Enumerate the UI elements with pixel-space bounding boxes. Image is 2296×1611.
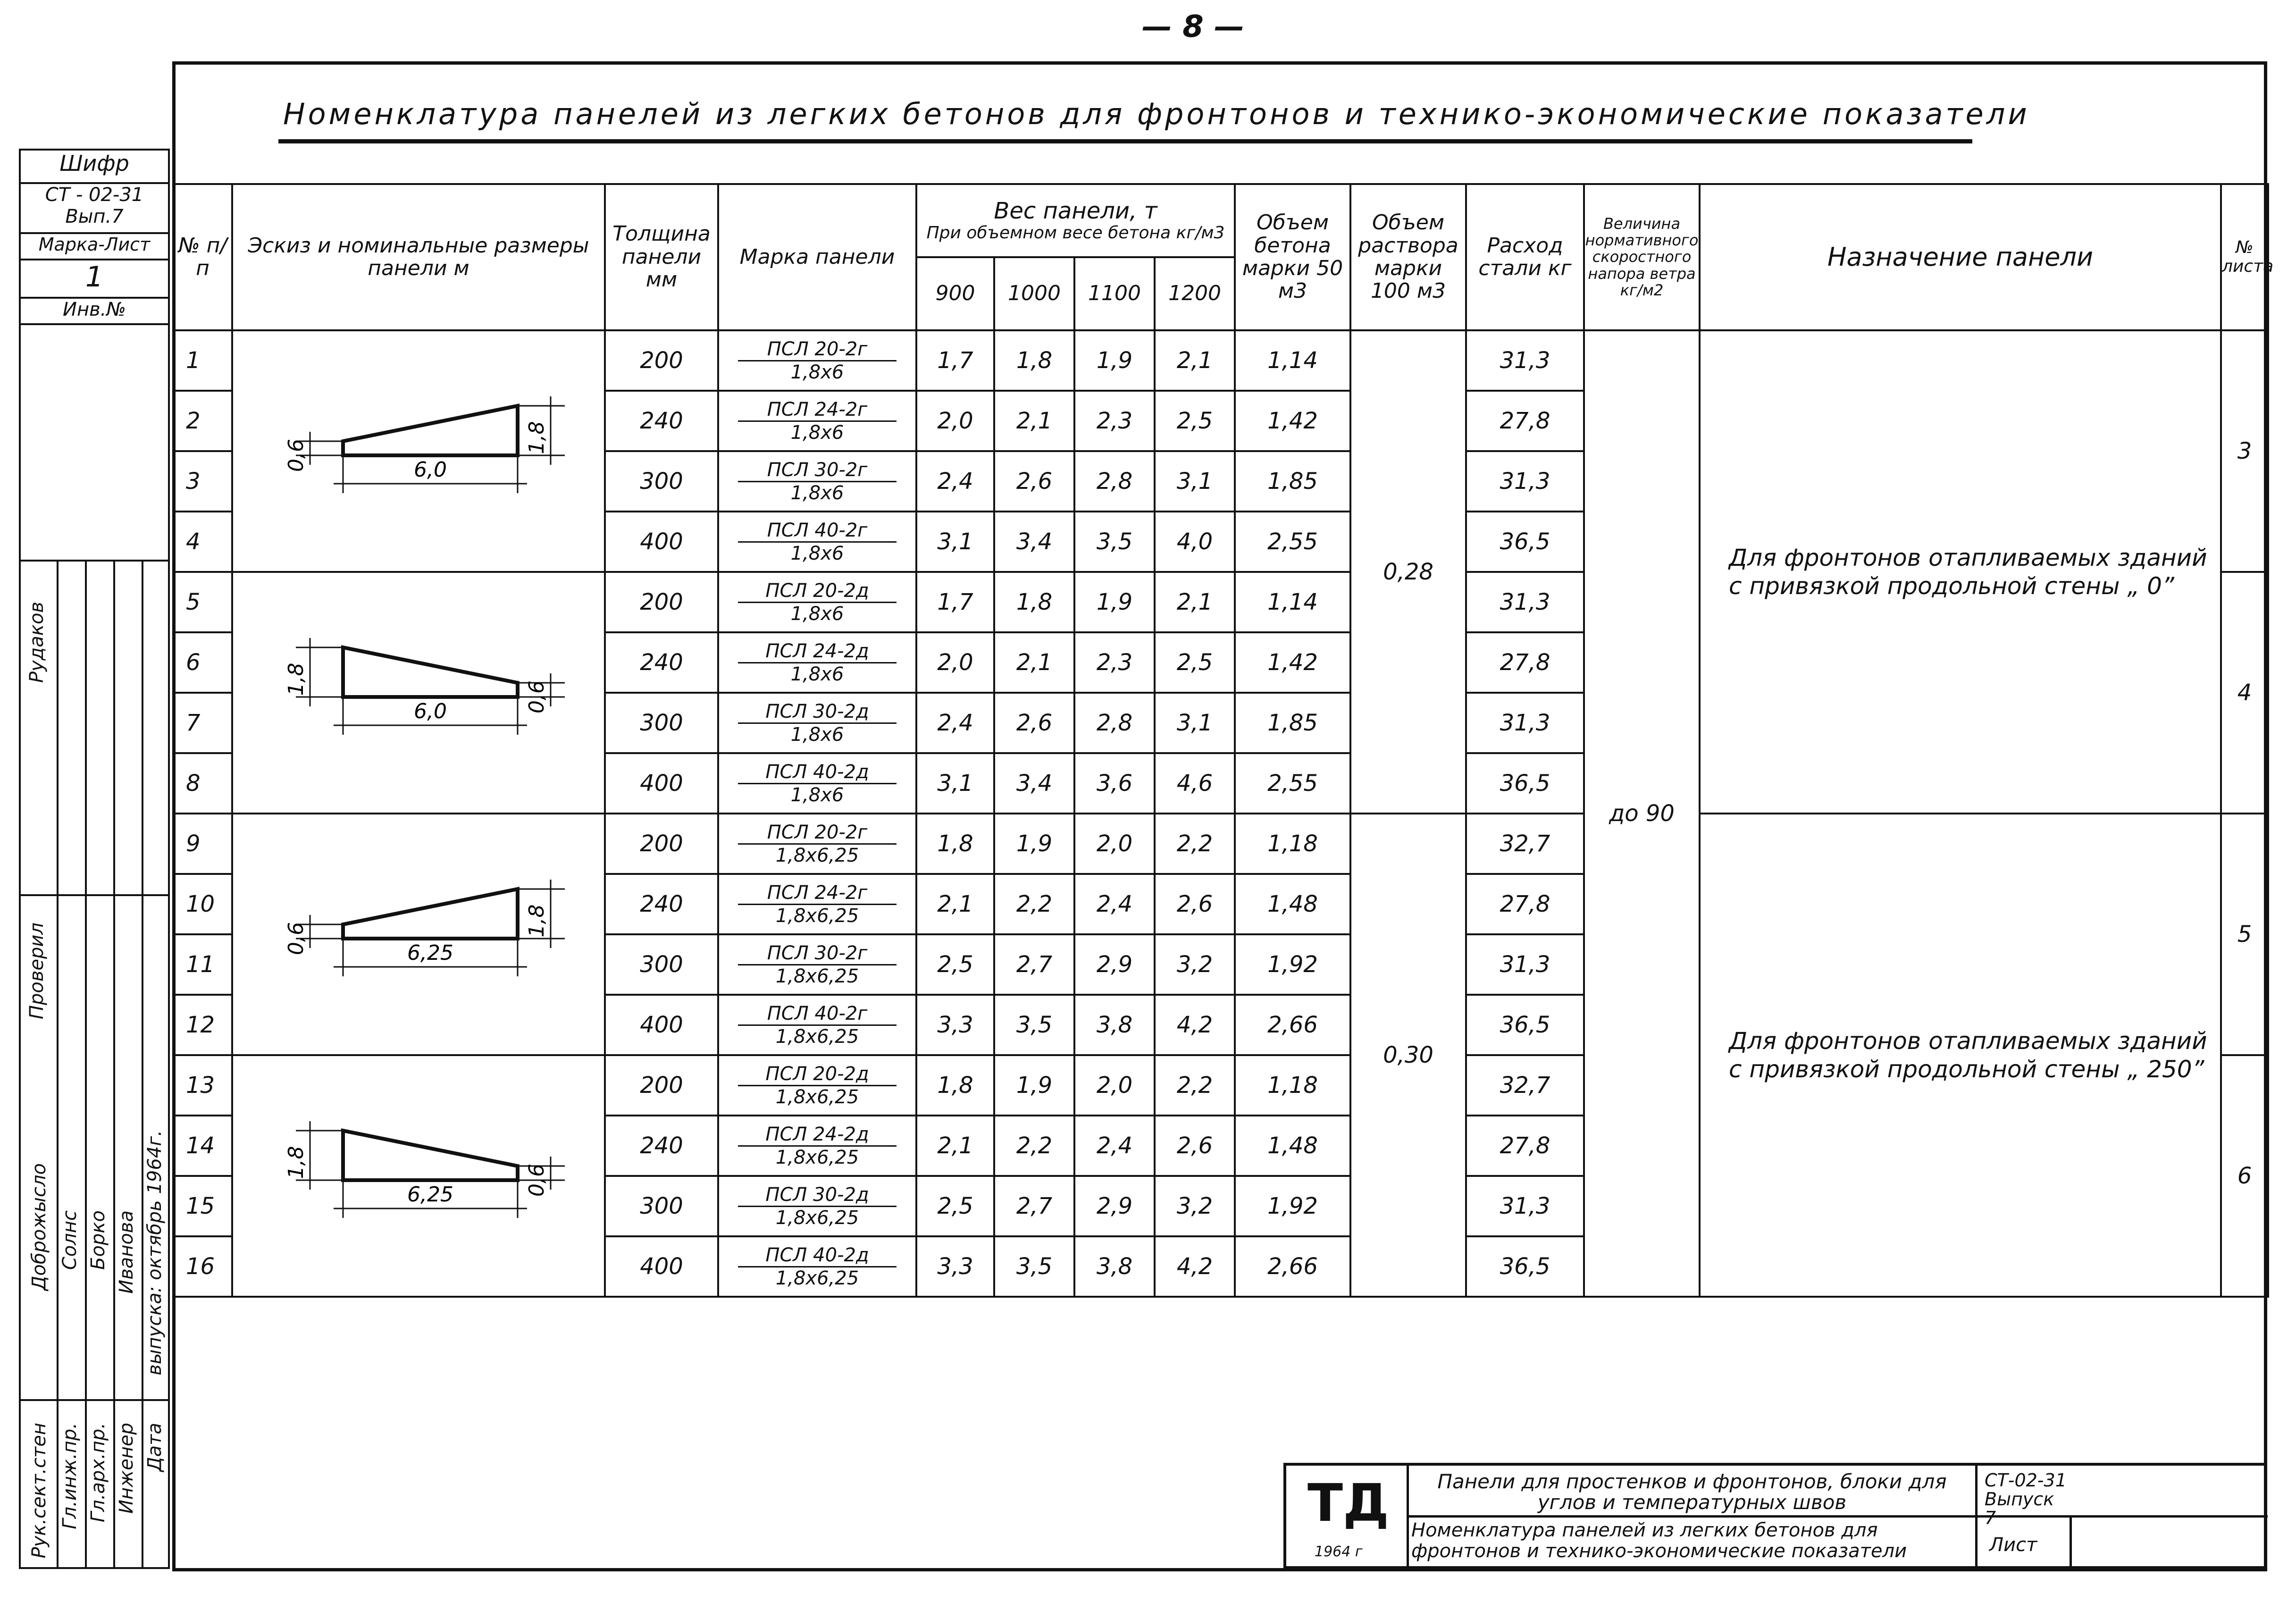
concrete-volume-cell: 1,42 [1235, 632, 1350, 693]
row-number: 15 [173, 1176, 232, 1236]
thickness-cell: 240 [605, 391, 718, 451]
weight-cell: 3,2 [1155, 934, 1235, 995]
panel-mark [718, 1116, 916, 1176]
header-density: 1200 [1155, 257, 1235, 330]
panel-mark [718, 934, 916, 995]
thickness-cell: 240 [605, 874, 718, 934]
concrete-volume-cell: 1,85 [1235, 693, 1350, 753]
weight-cell: 3,8 [1074, 995, 1155, 1055]
mark-size: 1,8х6 [790, 421, 844, 444]
weight-cell: 4,0 [1155, 512, 1235, 572]
weight-cell: 2,1 [994, 391, 1074, 451]
weight-cell: 2,6 [994, 451, 1074, 512]
thickness-cell: 400 [605, 995, 718, 1055]
mark-size: 1,8х6,25 [775, 1146, 859, 1168]
weight-cell: 2,9 [1074, 1176, 1155, 1236]
weight-cell: 2,5 [1155, 632, 1235, 693]
row-number: 10 [173, 874, 232, 934]
side-label-1: Рудаков [26, 602, 48, 683]
mark-code: ПСЛ 24-2г [738, 399, 897, 422]
weight-cell: 2,5 [1155, 391, 1235, 451]
sheet-mark-value: 1 [19, 259, 170, 299]
steel-cell: 31,3 [1466, 330, 1584, 391]
mark-size: 1,8х6,25 [775, 1025, 859, 1048]
row-number: 13 [173, 1055, 232, 1116]
row-number: 11 [173, 934, 232, 995]
steel-cell: 31,3 [1466, 1176, 1584, 1236]
steel-cell: 27,8 [1466, 632, 1584, 693]
steel-cell: 27,8 [1466, 391, 1584, 451]
weight-cell: 2,0 [1074, 1055, 1155, 1116]
mark-code: ПСЛ 40-2г [738, 520, 897, 543]
header-steel: Расход стали кг [1466, 184, 1584, 330]
steel-cell: 31,3 [1466, 572, 1584, 632]
header-sheet: № листа [2221, 184, 2268, 330]
dim-left: 1,8 [284, 1146, 308, 1179]
thickness-cell: 300 [605, 451, 718, 512]
weight-cell: 1,7 [916, 330, 994, 391]
panel-mark [718, 1176, 916, 1236]
table-row [173, 814, 2268, 874]
weight-cell: 3,8 [1074, 1236, 1155, 1297]
weight-cell: 3,1 [916, 512, 994, 572]
cipher-label: Шифр [19, 149, 170, 184]
mark-size: 1,8х6,25 [775, 1086, 859, 1108]
mark-size: 1,8х6 [790, 723, 844, 746]
row-number: 4 [173, 512, 232, 572]
weight-cell: 3,5 [994, 995, 1074, 1055]
stamp-blank [19, 323, 170, 562]
purpose-cell: Для фронтонов отапливаемых зданий с привязкой продольной стены „ 250” [1700, 814, 2221, 1297]
concrete-volume-cell: 1,14 [1235, 572, 1350, 632]
dim-length: 6,0 [414, 458, 447, 482]
panel-mark [718, 1236, 916, 1297]
panel-mark [718, 451, 916, 512]
mark-code: ПСЛ 20-2г [738, 822, 897, 845]
thickness-cell: 300 [605, 1176, 718, 1236]
dim-length: 6,0 [414, 699, 447, 723]
name-1: Доброжысло [28, 1163, 50, 1291]
weight-cell: 1,7 [916, 572, 994, 632]
name-3: Борко [87, 1210, 109, 1270]
weight-cell: 2,3 [1074, 391, 1155, 451]
weight-cell: 1,8 [994, 572, 1074, 632]
dim-left: 0,6 [284, 922, 308, 955]
sheet-label: Лист [1989, 1534, 2037, 1556]
weight-cell: 2,2 [994, 1116, 1074, 1176]
concrete-volume-cell: 1,92 [1235, 934, 1350, 995]
panel-mark [718, 572, 916, 632]
weight-cell: 3,5 [1074, 512, 1155, 572]
weight-cell: 3,1 [916, 753, 994, 814]
thickness-cell: 200 [605, 1055, 718, 1116]
steel-cell: 32,7 [1466, 1055, 1584, 1116]
weight-cell: 2,7 [994, 934, 1074, 995]
sheet-number-cell: 3 [2221, 330, 2268, 572]
weight-cell: 2,9 [1074, 934, 1155, 995]
mortar-volume-cell: 0,28 [1350, 330, 1466, 814]
row-number: 9 [173, 814, 232, 874]
thickness-cell: 300 [605, 934, 718, 995]
mark-size: 1,8х6 [790, 542, 844, 564]
dim-left: 1,8 [284, 663, 308, 696]
weight-cell: 2,2 [1155, 814, 1235, 874]
concrete-volume-cell: 2,55 [1235, 512, 1350, 572]
role-2: Гл.инж.пр. [59, 1423, 81, 1529]
weight-cell: 3,3 [916, 1236, 994, 1297]
name-4: Иванова [116, 1210, 137, 1294]
panels-table [172, 183, 2274, 1298]
mark-size: 1,8х6 [790, 482, 844, 504]
sheet-number-cell: 4 [2221, 572, 2268, 814]
name-5: выпуска: октябрь 1964г. [144, 1130, 166, 1376]
header-purpose: Назначение панели [1700, 184, 2221, 330]
dim-right: 0,6 [525, 1164, 549, 1197]
weight-cell: 2,2 [994, 874, 1074, 934]
panel-outline [343, 406, 518, 455]
mark-code: ПСЛ 30-2г [738, 942, 897, 965]
mark-size: 1,8х6 [790, 784, 844, 806]
weight-cell: 3,6 [1074, 753, 1155, 814]
weight-cell: 2,4 [916, 451, 994, 512]
thickness-cell: 240 [605, 1116, 718, 1176]
weight-cell: 2,4 [916, 693, 994, 753]
weight-cell: 2,0 [1074, 814, 1155, 874]
mark-size: 1,8х6 [790, 663, 844, 685]
row-number: 7 [173, 693, 232, 753]
weight-cell: 2,1 [1155, 572, 1235, 632]
dim-right: 0,6 [525, 680, 549, 713]
steel-cell: 36,5 [1466, 995, 1584, 1055]
steel-cell: 27,8 [1466, 1116, 1584, 1176]
mortar-volume-cell: 0,30 [1350, 814, 1466, 1297]
panel-sketch [232, 814, 605, 1055]
weight-cell: 2,4 [1074, 1116, 1155, 1176]
mark-code: ПСЛ 20-2г [738, 338, 897, 361]
weight-cell: 2,3 [1074, 632, 1155, 693]
weight-cell: 3,1 [1155, 451, 1235, 512]
weight-cell: 2,4 [1074, 874, 1155, 934]
role-1: Рук.сект.стен [28, 1423, 50, 1559]
weight-cell: 1,9 [1074, 572, 1155, 632]
header-mark: Марка панели [718, 184, 916, 330]
logo: ТД [1307, 1473, 1390, 1533]
table-row [173, 330, 2268, 391]
mark-code: ПСЛ 24-2г [738, 882, 897, 905]
thickness-cell: 200 [605, 814, 718, 874]
concrete-volume-cell: 2,55 [1235, 753, 1350, 814]
row-number: 5 [173, 572, 232, 632]
weight-cell: 2,6 [1155, 1116, 1235, 1176]
concrete-volume-cell: 1,48 [1235, 1116, 1350, 1176]
weight-cell: 4,2 [1155, 995, 1235, 1055]
cipher-value: СТ - 02-31 Вып.7 [19, 182, 170, 234]
weight-cell: 2,5 [916, 934, 994, 995]
signature-block [19, 560, 170, 1569]
panel-sketch [232, 1055, 605, 1297]
steel-cell: 31,3 [1466, 934, 1584, 995]
panel-mark [718, 814, 916, 874]
mark-code: ПСЛ 30-2д [738, 701, 897, 724]
series-title: Панели для простенков и фронтонов, блоки для углов и температурных швов [1437, 1470, 1947, 1514]
row-number: 12 [173, 995, 232, 1055]
mark-code: ПСЛ 20-2д [738, 580, 897, 603]
row-number: 2 [173, 391, 232, 451]
weight-cell: 2,7 [994, 1176, 1074, 1236]
weight-cell: 1,9 [994, 814, 1074, 874]
weight-cell: 3,1 [1155, 693, 1235, 753]
mark-code: ПСЛ 24-2д [738, 1124, 897, 1147]
title-block [1283, 1463, 2267, 1569]
title-underline [278, 139, 1972, 143]
weight-cell: 3,2 [1155, 1176, 1235, 1236]
weight-cell: 2,5 [916, 1176, 994, 1236]
panel-outline [343, 889, 518, 939]
concrete-volume-cell: 1,14 [1235, 330, 1350, 391]
sheet-number-cell: 6 [2221, 1055, 2268, 1297]
weight-cell: 2,8 [1074, 693, 1155, 753]
sheet-title: Номенклатура панелей из легких бетонов для фронтонов и технико-экономические показатели [1411, 1519, 1907, 1562]
concrete-volume-cell: 2,66 [1235, 1236, 1350, 1297]
dim-right: 1,8 [525, 421, 549, 454]
role-3: Гл.арх.пр. [87, 1423, 109, 1523]
panel-mark [718, 1055, 916, 1116]
row-number: 16 [173, 1236, 232, 1297]
weight-cell: 1,9 [994, 1055, 1074, 1116]
weight-cell: 2,1 [916, 874, 994, 934]
weight-cell: 2,8 [1074, 451, 1155, 512]
panel-mark [718, 753, 916, 814]
weight-cell: 2,2 [1155, 1055, 1235, 1116]
thickness-cell: 400 [605, 1236, 718, 1297]
mark-size: 1,8х6,25 [775, 905, 859, 927]
weight-cell: 3,5 [994, 1236, 1074, 1297]
thickness-cell: 240 [605, 632, 718, 693]
mark-size: 1,8х6 [790, 361, 844, 383]
name-2: Солнс [59, 1210, 81, 1270]
panel-outline [343, 647, 518, 697]
concrete-volume-cell: 1,85 [1235, 451, 1350, 512]
concrete-volume-cell: 1,42 [1235, 391, 1350, 451]
header-wind: Величина нормативного скоростного напора ветра кг/м2 [1584, 184, 1700, 330]
sheet-mark-label: Марка-Лист [19, 232, 170, 260]
mark-size: 1,8х6,25 [775, 965, 859, 987]
weight-cell: 3,3 [916, 995, 994, 1055]
mark-size: 1,8х6,25 [775, 1267, 859, 1289]
panel-outline [343, 1131, 518, 1180]
concrete-volume-cell: 1,18 [1235, 1055, 1350, 1116]
mark-code: ПСЛ 20-2д [738, 1063, 897, 1086]
sheet-number-cell: 5 [2221, 814, 2268, 1055]
role-4: Инженер [116, 1423, 137, 1514]
header-density: 900 [916, 257, 994, 330]
panel-mark [718, 874, 916, 934]
weight-cell: 4,2 [1155, 1236, 1235, 1297]
mark-code: ПСЛ 40-2г [738, 1003, 897, 1026]
panel-mark [718, 632, 916, 693]
mark-code: ПСЛ 24-2д [738, 640, 897, 663]
mark-size: 1,8х6,25 [775, 844, 859, 866]
header-density: 1100 [1074, 257, 1155, 330]
dim-right: 1,8 [525, 904, 549, 938]
concrete-volume-cell: 1,48 [1235, 874, 1350, 934]
mark-size: 1,8х6,25 [775, 1207, 859, 1229]
left-stamp [19, 149, 170, 1569]
panel-mark [718, 512, 916, 572]
steel-cell: 31,3 [1466, 451, 1584, 512]
row-number: 3 [173, 451, 232, 512]
thickness-cell: 200 [605, 572, 718, 632]
row-number: 6 [173, 632, 232, 693]
steel-cell: 36,5 [1466, 753, 1584, 814]
side-label-2: Проверил [26, 923, 48, 1020]
role-5: Дата [144, 1423, 166, 1472]
weight-cell: 2,1 [994, 632, 1074, 693]
weight-cell: 2,0 [916, 391, 994, 451]
header-weight: Вес панели, т При объемном весе бетона кг/м3 [916, 184, 1235, 257]
thickness-cell: 300 [605, 693, 718, 753]
mark-code: ПСЛ 40-2д [738, 1244, 897, 1267]
weight-cell: 1,9 [1074, 330, 1155, 391]
panel-sketch [232, 330, 605, 572]
panel-sketch [232, 572, 605, 814]
wind-pressure-cell: до 90 [1584, 330, 1700, 1297]
thickness-cell: 400 [605, 512, 718, 572]
weight-cell: 2,1 [916, 1116, 994, 1176]
panel-mark [718, 995, 916, 1055]
weight-cell: 1,8 [994, 330, 1074, 391]
panel-mark [718, 693, 916, 753]
header-sketch: Эскиз и номинальные размеры панели м [232, 184, 605, 330]
steel-cell: 36,5 [1466, 1236, 1584, 1297]
dim-left: 0,6 [284, 439, 308, 472]
thickness-cell: 400 [605, 753, 718, 814]
thickness-cell: 200 [605, 330, 718, 391]
mark-code: ПСЛ 30-2г [738, 459, 897, 482]
header-density: 1000 [994, 257, 1074, 330]
weight-cell: 3,4 [994, 512, 1074, 572]
concrete-volume-cell: 1,92 [1235, 1176, 1350, 1236]
weight-cell: 3,4 [994, 753, 1074, 814]
weight-cell: 2,6 [994, 693, 1074, 753]
header-mortar: Объем раствора марки 100 м3 [1350, 184, 1466, 330]
row-number: 1 [173, 330, 232, 391]
row-number: 8 [173, 753, 232, 814]
weight-cell: 1,8 [916, 814, 994, 874]
panel-mark [718, 330, 916, 391]
concrete-volume-cell: 1,18 [1235, 814, 1350, 874]
weight-cell: 2,1 [1155, 330, 1235, 391]
dim-length: 6,25 [407, 941, 453, 965]
page-number: — 8 — [1142, 9, 1245, 44]
dim-length: 6,25 [407, 1183, 453, 1207]
steel-cell: 27,8 [1466, 874, 1584, 934]
weight-cell: 4,6 [1155, 753, 1235, 814]
inventory-label: Инв.№ [19, 297, 170, 325]
weight-cell: 2,0 [916, 632, 994, 693]
purpose-cell: Для фронтонов отапливаемых зданий с привязкой продольной стены „ 0” [1700, 330, 2221, 814]
code: СТ-02-31 Выпуск 7 [1985, 1470, 2067, 1528]
concrete-volume-cell: 2,66 [1235, 995, 1350, 1055]
header-thickness: Толщина панели мм [605, 184, 718, 330]
mark-code: ПСЛ 40-2д [738, 761, 897, 784]
steel-cell: 32,7 [1466, 814, 1584, 874]
header-concrete: Объем бетона марки 50 м3 [1235, 184, 1350, 330]
year: 1964 г [1315, 1544, 1363, 1560]
panel-mark [718, 391, 916, 451]
steel-cell: 36,5 [1466, 512, 1584, 572]
weight-cell: 1,8 [916, 1055, 994, 1116]
mark-size: 1,8х6 [790, 603, 844, 625]
row-number: 14 [173, 1116, 232, 1176]
page-title: Номенклатура панелей из легких бетонов для фронтонов и технико-экономические показатели [283, 97, 2030, 131]
weight-cell: 2,6 [1155, 874, 1235, 934]
mark-code: ПСЛ 30-2д [738, 1184, 897, 1207]
steel-cell: 31,3 [1466, 693, 1584, 753]
header-num: № п/п [173, 184, 232, 330]
